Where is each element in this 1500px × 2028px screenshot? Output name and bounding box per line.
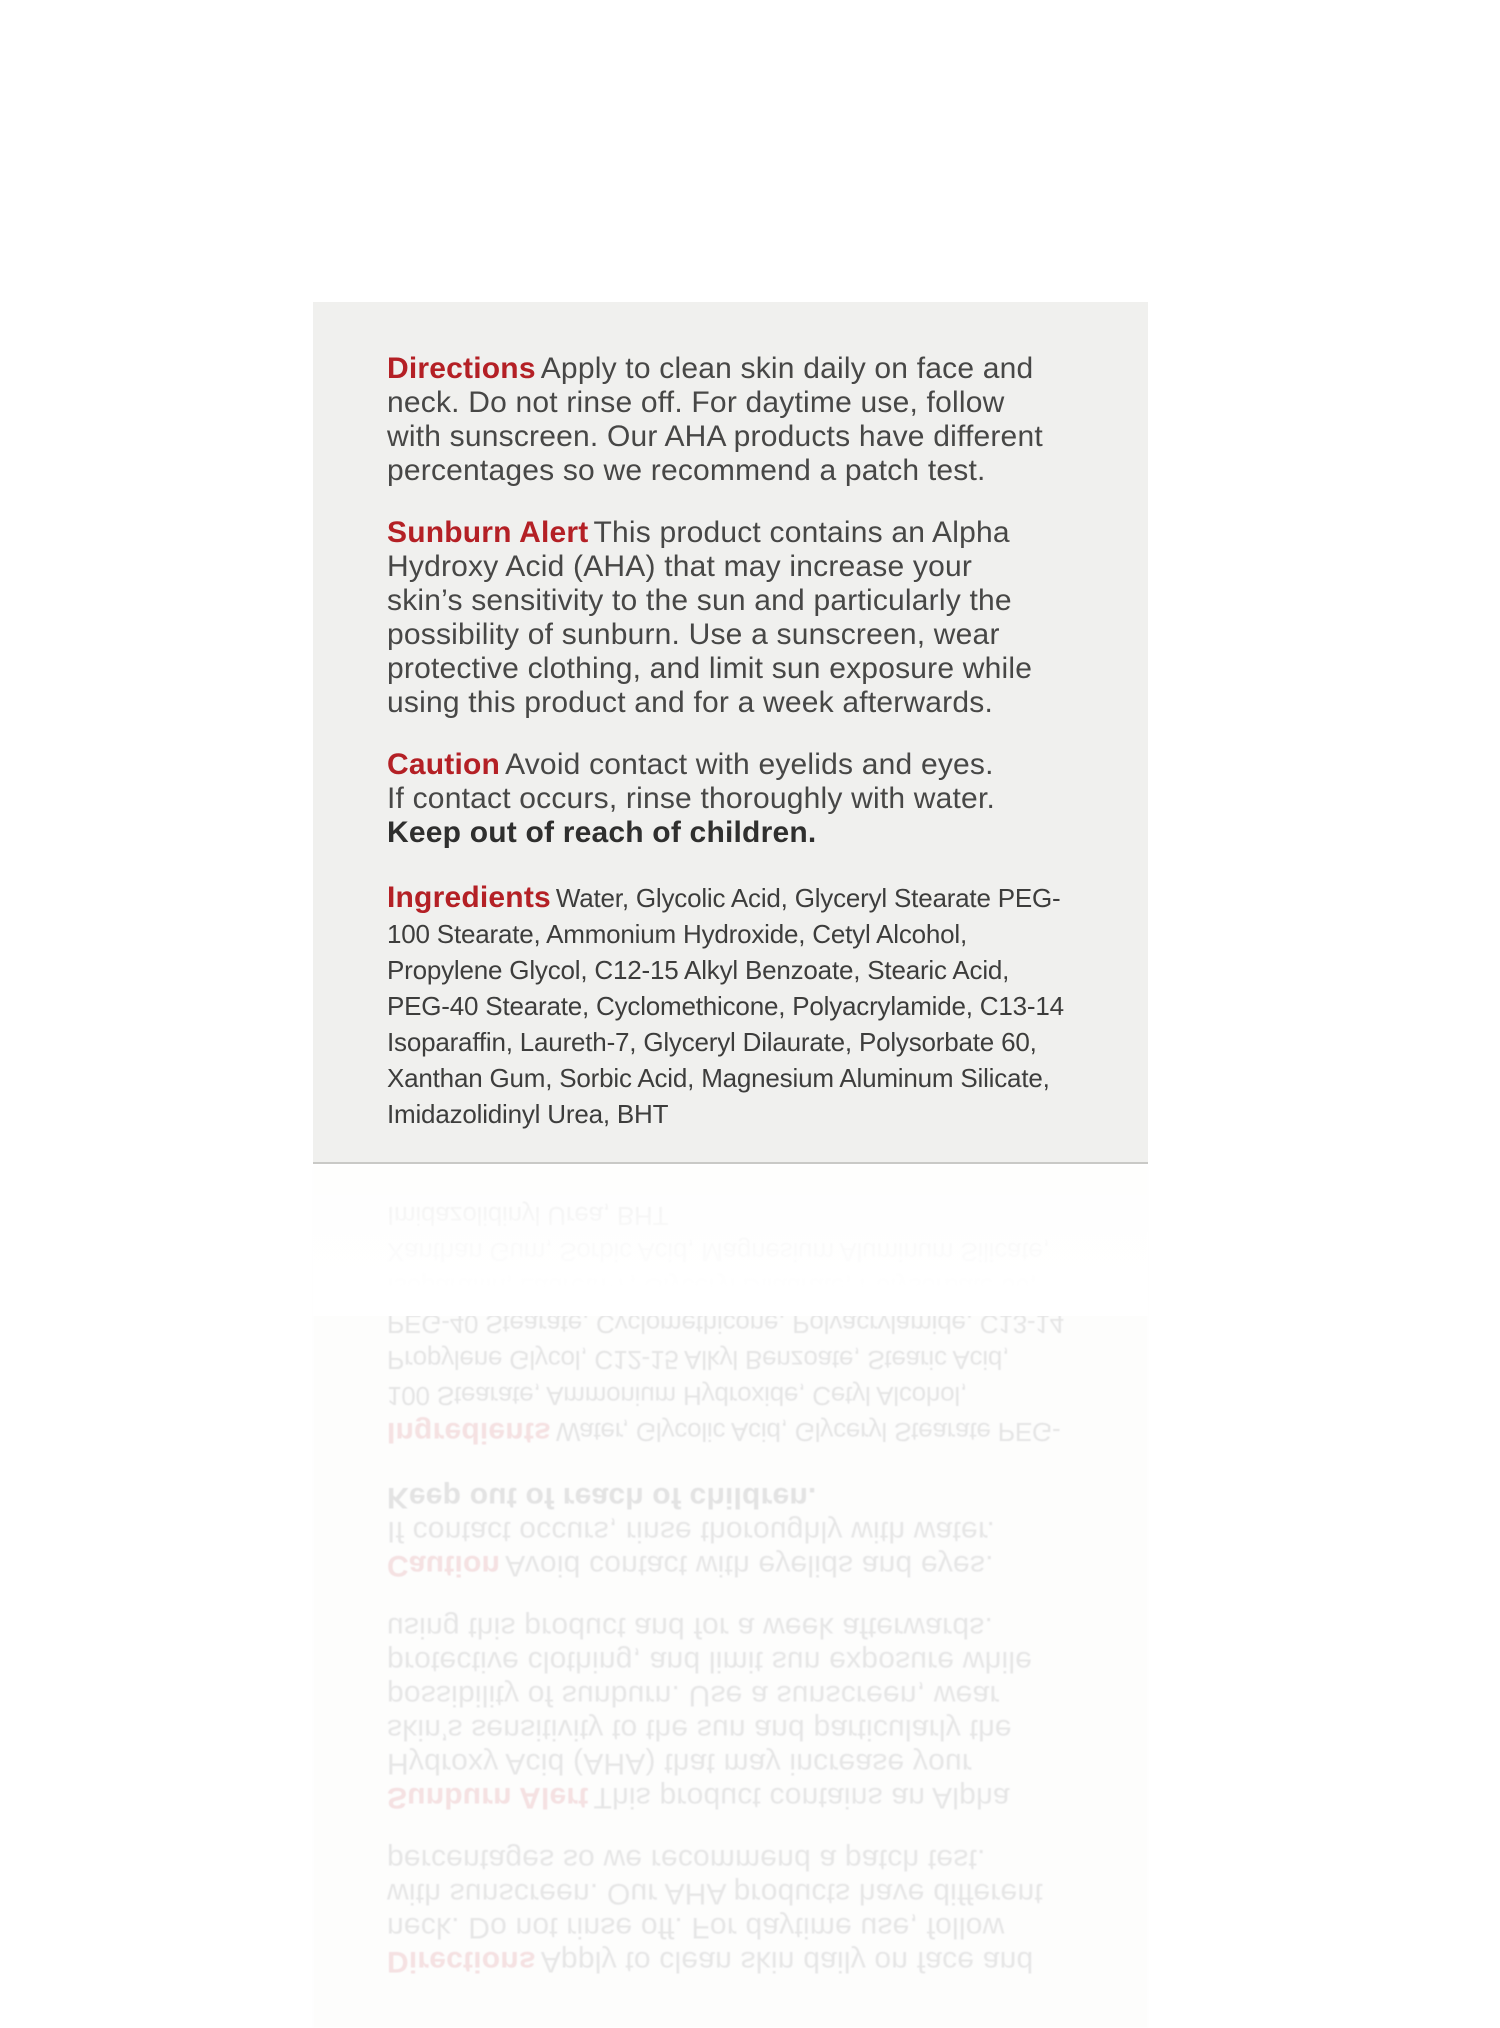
section-sunburn-alert: [387, 516, 1090, 720]
text-line: If contact occurs, rinse thoroughly with water.: [387, 782, 996, 815]
section-sunburn-alert-body: [387, 516, 1090, 720]
section-directions-body: [387, 352, 1090, 488]
section-ingredients-body: [387, 880, 1090, 1132]
text-line: Isoparaffin, Laureth-7, Glyceryl Dilaurate, Polysorbate 60,: [387, 1027, 1037, 1057]
text-line: possibility of sunburn. Use a sunscreen, wear: [387, 618, 1000, 651]
text-line: Caution Avoid contact with eyelids and eyes.: [387, 748, 994, 781]
text-line: Ingredients Water, Glycolic Acid, Glyceryl Stearate PEG-: [387, 881, 1061, 914]
section-ingredients: [387, 880, 1090, 1132]
section-heading: Directions: [387, 352, 536, 385]
text-line: Sunburn Alert This product contains an Alpha: [387, 516, 1010, 549]
panel-reflection-fade: [313, 1166, 1148, 1316]
section-caution: [387, 748, 1090, 850]
text-line: neck. Do not rinse off. For daytime use, follow: [387, 386, 1005, 419]
product-label-panel: [313, 302, 1148, 1164]
text-line: Imidazolidinyl Urea, BHT: [387, 1099, 669, 1129]
text-line: protective clothing, and limit sun exposure while: [387, 652, 1033, 685]
text-line: percentages so we recommend a patch test.: [387, 454, 986, 487]
text-line: PEG-40 Stearate, Cyclomethicone, Polyacrylamide, C13-14: [387, 991, 1064, 1021]
text-line: with sunscreen. Our AHA products have different: [387, 420, 1043, 453]
section-heading: Ingredients: [387, 881, 551, 914]
text-line: skin’s sensitivity to the sun and particularly the: [387, 584, 1012, 617]
text-line: Directions Apply to clean skin daily on face and: [387, 352, 1034, 385]
section-heading: Caution: [387, 748, 501, 781]
panel-reflection: [313, 1166, 1148, 1978]
section-caution-body: [387, 748, 1090, 816]
panel-reflection-flip: Directions Apply to clean skin daily on face and neck. Do not rinse off. For daytime use, follow with sunscreen. Our AHA products have different percentages so we recommend a patch test. Sunburn Alert This product contains an Alpha Hydroxy Acid (AHA) that may increase your skin’s sensitivity to the sun and particularly the possibility of sunburn. Use a sunscreen, wear protective clothing, and limit sun exposure while using this product and for a week afterwards. Caution Avoid contact with eyelids and eyes. If contact occurs, rinse thoroughly with water. Keep out of reach of children. Ingredients Water, Glycolic Acid, Glyceryl Stearate PEG- 100 Stearate, Ammonium Hydroxide, Cetyl Alcohol, Propylene Glycol, C12-15 Alkyl Benzoate, Stearic Acid, PEG-40 Stearate, Cyclomethicone, Polyacrylamide, C13-14 Isoparaffin, Laureth-7, Glyceryl Dilaurate, Polysorbate 60, Xanthan Gum, Sorbic Acid, Magnesium Aluminum Silicate, Imidazolidinyl Urea, BHT: [313, 1166, 1148, 2028]
caution-emphasis-line: Keep out of reach of children.: [387, 816, 817, 849]
text-line: using this product and for a week afterwards.: [387, 686, 993, 719]
section-heading: Sunburn Alert: [387, 516, 589, 549]
section-directions: [387, 352, 1090, 488]
text-line: Propylene Glycol, C12-15 Alkyl Benzoate, Stearic Acid,: [387, 955, 1010, 985]
text-line: Hydroxy Acid (AHA) that may increase your: [387, 550, 973, 583]
text-line: Xanthan Gum, Sorbic Acid, Magnesium Aluminum Silicate,: [387, 1063, 1050, 1093]
text-line: 100 Stearate, Ammonium Hydroxide, Cetyl Alcohol,: [387, 919, 968, 949]
